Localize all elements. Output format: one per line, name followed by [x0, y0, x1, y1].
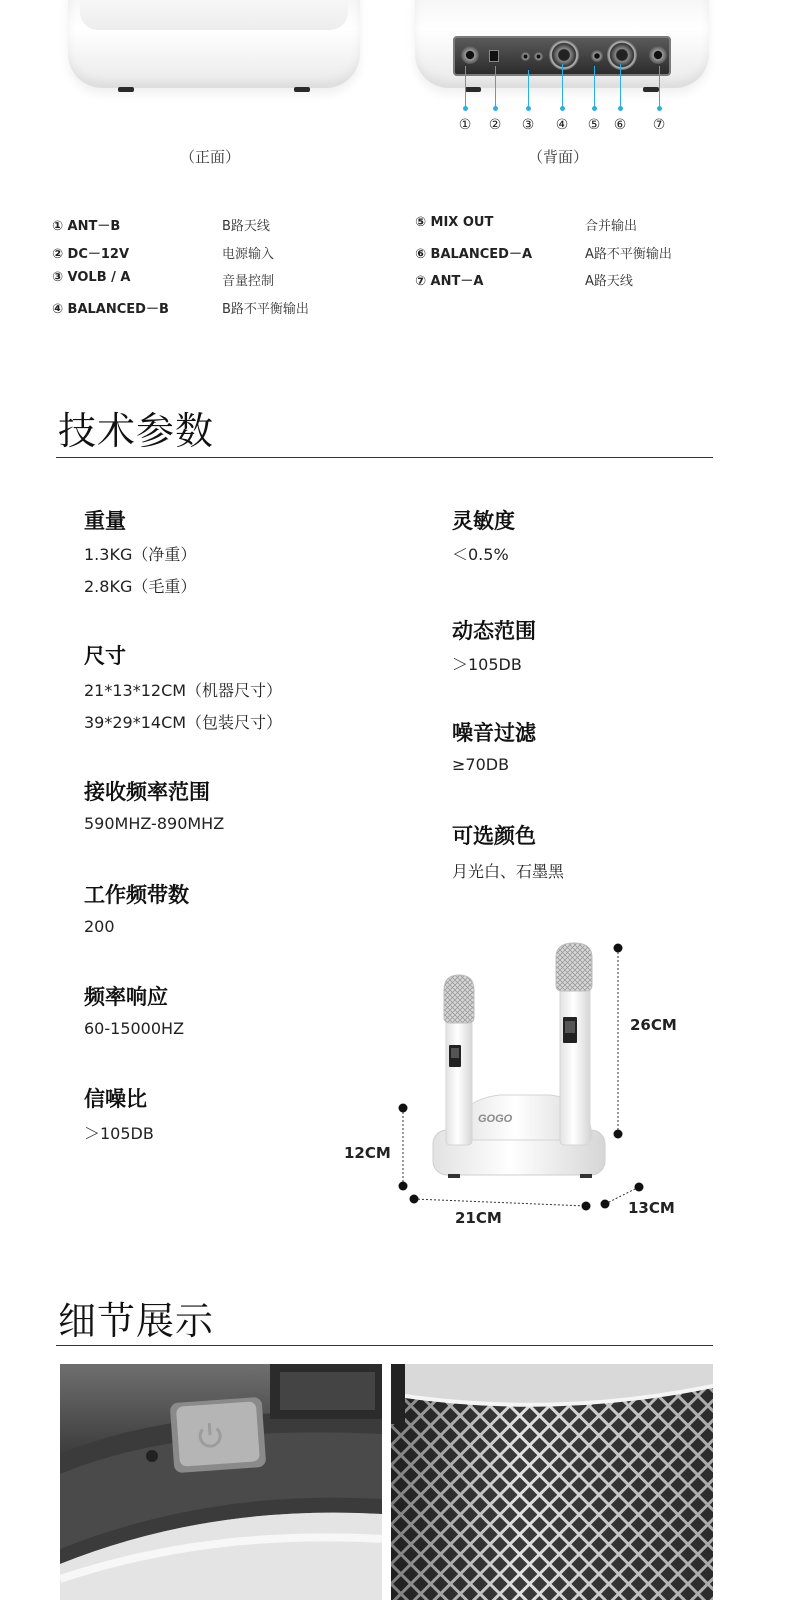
specs-section-title: 技术参数 [58, 409, 215, 453]
port-desc: 电源输入 [222, 247, 275, 262]
brand-logo: GOGO [478, 1113, 513, 1125]
callout-number-4: ④ [555, 117, 569, 133]
microphone-right-illustration [556, 943, 592, 1145]
dimension-depth: 13CM [628, 1199, 675, 1217]
spec-label: 频率响应 [84, 985, 168, 1009]
spec-label: 尺寸 [84, 644, 126, 668]
port-code: ⑥ BALANCED－A [415, 247, 533, 262]
callout-number-7: ⑦ [652, 117, 666, 133]
spec-value: 1.3KG（净重） [84, 545, 197, 564]
port-code: ④ BALANCED－B [52, 302, 169, 317]
spec-value: 39*29*14CM（包装尺寸） [84, 713, 283, 732]
receiver-front-view [68, 0, 360, 88]
details-section-title: 细节展示 [58, 1299, 215, 1343]
callout-number-2: ② [488, 117, 502, 133]
dimension-width: 21CM [455, 1209, 502, 1227]
spec-value: ＞105DB [84, 1124, 154, 1143]
callout-number-5: ⑤ [587, 117, 601, 133]
spec-value: ＜0.5% [452, 545, 509, 564]
spec-label: 噪音过滤 [452, 721, 536, 745]
section-divider [56, 457, 713, 458]
spec-value: ≥70DB [452, 755, 510, 774]
port-code: ① ANT－B [52, 219, 121, 234]
spec-label: 灵敏度 [452, 509, 515, 533]
callout-number-6: ⑥ [613, 117, 627, 133]
section-divider [56, 1345, 713, 1346]
dimension-diagram [330, 935, 730, 1235]
spec-label: 接收频率范围 [84, 780, 210, 804]
front-view-caption: （正面） [180, 148, 241, 166]
spec-label: 工作频带数 [84, 883, 189, 907]
detail-photo-mesh-grille [391, 1364, 713, 1600]
port-code: ⑤ MIX OUT [415, 215, 494, 230]
detail-photo-power-button [60, 1364, 382, 1600]
spec-label: 信噪比 [84, 1087, 147, 1111]
port-desc: B路天线 [222, 219, 270, 234]
microphone-left-illustration [444, 975, 474, 1145]
callout-number-1: ① [458, 117, 472, 133]
callout-number-3: ③ [521, 117, 535, 133]
spec-label: 动态范围 [452, 619, 536, 643]
spec-value: 200 [84, 917, 115, 936]
dimension-height-mic: 26CM [630, 1016, 677, 1034]
spec-value: 月光白、石墨黑 [452, 862, 565, 881]
port-desc: A路不平衡输出 [585, 247, 672, 262]
spec-value: 21*13*12CM（机器尺寸） [84, 681, 283, 700]
spec-value: 60-15000HZ [84, 1019, 185, 1038]
spec-label: 重量 [84, 509, 126, 533]
port-code: ⑦ ANT－A [415, 274, 484, 289]
spec-value: 2.8KG（毛重） [84, 577, 197, 596]
spec-label: 可选颜色 [452, 824, 536, 848]
dimension-height-base: 12CM [344, 1144, 391, 1162]
port-desc: B路不平衡输出 [222, 302, 309, 317]
spec-value: 590MHZ-890MHZ [84, 814, 225, 833]
port-desc: 音量控制 [222, 274, 275, 289]
port-code: ② DC－12V [52, 247, 130, 262]
port-desc: 合并输出 [585, 219, 638, 234]
spec-value: ＞105DB [452, 655, 522, 674]
port-code: ③ VOLB / A [52, 270, 131, 285]
port-desc: A路天线 [585, 274, 633, 289]
back-view-caption: （背面） [528, 148, 589, 166]
